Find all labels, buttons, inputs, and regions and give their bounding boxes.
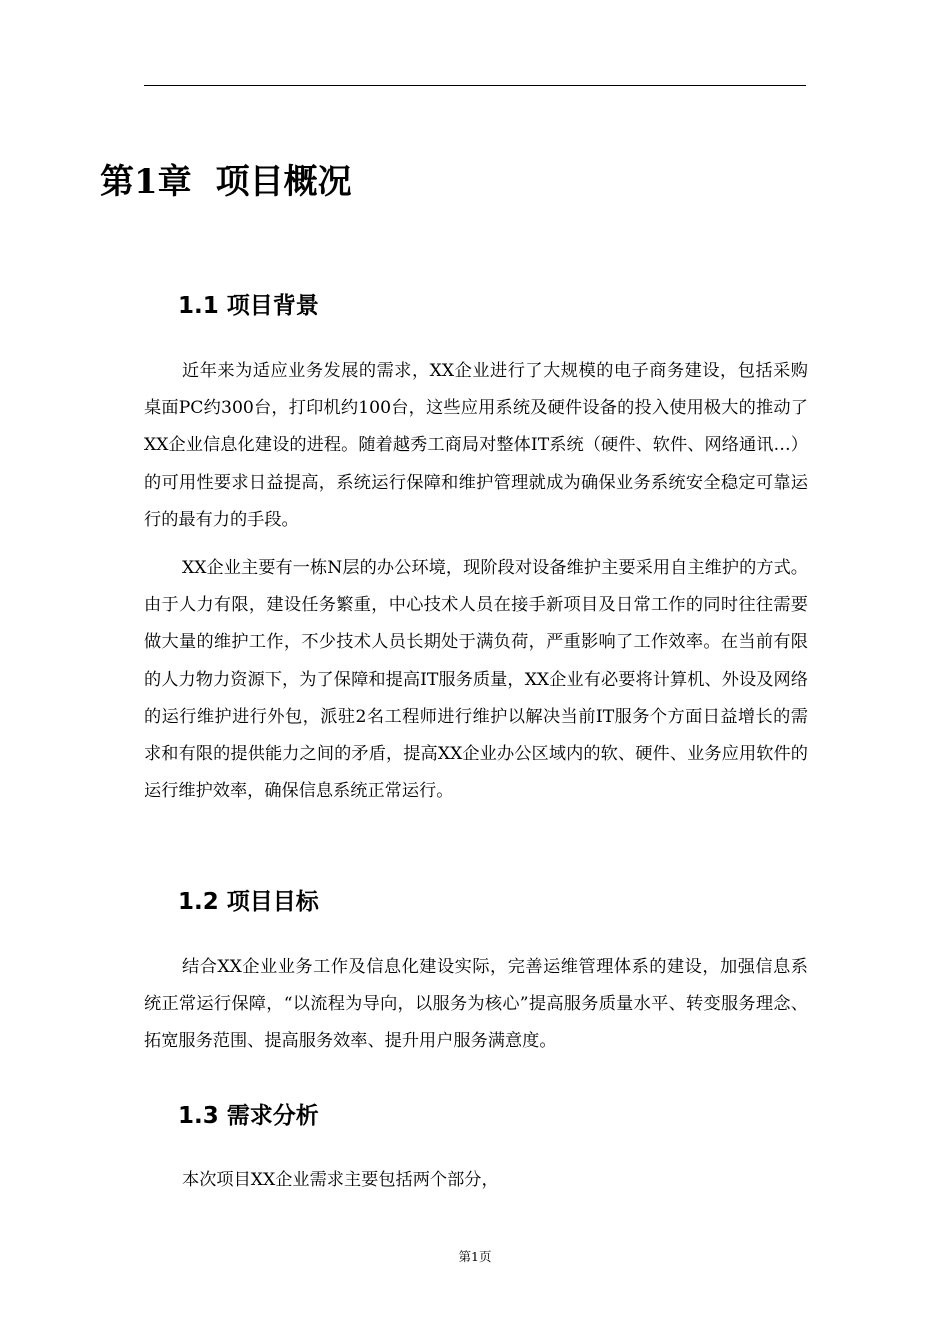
section-heading-1-3: 1.3 需求分析 bbox=[178, 1103, 319, 1129]
page-number: 第1页 bbox=[458, 1249, 492, 1264]
paragraph-goal: 结合XX企业业务工作及信息化建设实际，完善运维管理体系的建设，加强信息系统正常运行保障，“以流程为导向，以服务为核心”提高服务质量水平、转变服务理念、拓宽服务范围、提高服务效率、提升用户服务满意度。 bbox=[144, 957, 808, 1052]
paragraph-background-2: XX企业主要有一栋N层的办公环境，现阶段对设备维护主要采用自主维护的方式。由于人力有限，建设任务繁重，中心技术人员在接手新项目及日常工作的同时往往需要做大量的维护工作，不少技术人员长期处于满负荷，严重影响了工作效率。在当前有限的人力物力资源下，为了保障和提高IT服务质量，XX企业有必要将计算机、外设及网络的运行维护进行外包，派驻2名工程师进行维护以解决当前IT服务个方面日益增长的需求和有限的提供能力之间的矛盾，提高XX企业办公区域内的软、硬件、业务应用软件的运行维护效率，确保信息系统正常运行。 bbox=[144, 558, 808, 802]
chapter-title bbox=[100, 154, 352, 203]
section-heading-1-2: 1.2 项目目标 bbox=[178, 889, 319, 915]
section-heading-1-1: 1.1 项目背景 bbox=[178, 293, 319, 319]
paragraph-background-1: 近年来为适应业务发展的需求，XX企业进行了大规模的电子商务建设，包括采购桌面PC约300台，打印机约100台，这些应用系统及硬件设备的投入使用极大的推动了XX企业信息化建设的进程。随着越秀工商局对整体IT系统（硬件、软件、网络通讯…）的可用性要求日益提高，系统运行保障和维护管理就成为确保业务系统安全稳定可靠运行的最有力的手段。 bbox=[144, 361, 808, 530]
paragraph-requirements: 本次项目XX企业需求主要包括两个部分， bbox=[182, 1170, 499, 1190]
chapter-name: 项目概况 bbox=[215, 162, 352, 202]
chapter-number: 第1章 bbox=[100, 162, 192, 202]
header-rule bbox=[144, 85, 806, 86]
